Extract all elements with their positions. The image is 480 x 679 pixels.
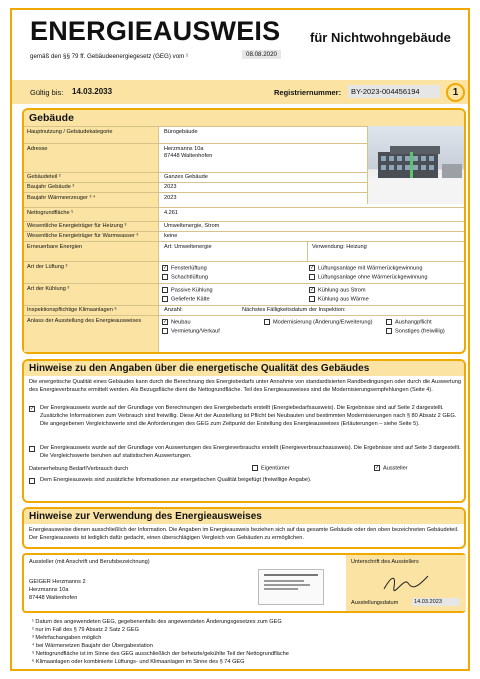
demand-text: Der Energieausweis wurde auf der Grundlage von Berechnungen des Energiebedarfs erstellt (Energiebedarfsausweis). Die Ergebnisse sind auf Seite 2 dargestellt. Zusätzliche Informationen zum Verbrauch sind freiwillig. Diese Art der Ausstellung ist Pflicht bei Neubauten und bestimmten Modernisierungen nach § 80 Absatz 2 GEG. Die angegebenen Vergleichswerte sind die Anforderungen des GEG zum Zeitpunkt der Erstellung des Energieausweises (Erläuterungen – siehe Seite 5). bbox=[40, 405, 457, 427]
option-label: Kühlung aus Strom bbox=[318, 287, 366, 294]
table-row bbox=[24, 241, 464, 261]
checkbox[interactable] bbox=[252, 465, 258, 471]
table-row bbox=[24, 207, 464, 221]
checkbox-checked[interactable]: ✓ bbox=[163, 265, 168, 271]
option-label: Lüftungsanlage mit Wärmerückgewinnung bbox=[318, 265, 423, 272]
signature-scribble bbox=[382, 573, 430, 593]
vent-option-no-recovery[interactable] bbox=[309, 274, 427, 280]
checkbox[interactable] bbox=[162, 287, 168, 293]
data-option-issuer[interactable] bbox=[374, 465, 408, 471]
checkbox[interactable] bbox=[264, 319, 270, 325]
option-label: Kühlung aus Wärme bbox=[318, 296, 369, 303]
row-label: Inspektionspflichtige Klimaanlagen ⁶ bbox=[24, 306, 159, 315]
row-label: Art der Lüftung ³ bbox=[24, 262, 159, 283]
option-label: Aussteller bbox=[383, 465, 408, 472]
renewable-type: Art: Umweltenergie bbox=[164, 244, 212, 250]
row-value: Ganzes Gebäude bbox=[164, 174, 208, 180]
registration-number: BY-2023-004456194 bbox=[348, 85, 440, 98]
row-label: Baujahr Gebäude ³ bbox=[24, 183, 159, 192]
row-label: Erneuerbare Energien bbox=[24, 242, 159, 261]
checkbox-checked[interactable]: ✓ bbox=[375, 465, 380, 471]
checkbox[interactable] bbox=[386, 319, 392, 325]
data-collection-label: Datenerhebung Bedarf/Verbrauch durch bbox=[29, 466, 129, 472]
extra-info-checkbox[interactable] bbox=[29, 478, 35, 484]
row-value: 2023 bbox=[164, 195, 177, 201]
issue-date-label: Ausstellungsdatum bbox=[351, 600, 399, 606]
vent-option-window[interactable] bbox=[162, 265, 207, 271]
option-label: Fensterlüftung bbox=[171, 265, 207, 272]
usage-hints-heading: Hinweise zur Verwendung des Energieausweises bbox=[24, 509, 464, 524]
vent-option-shaft[interactable] bbox=[162, 274, 208, 280]
issue-date: 14.03.2023 bbox=[412, 598, 460, 606]
option-label: Gelieferte Kälte bbox=[171, 296, 210, 303]
issuer-street: Herzmanns 10a bbox=[29, 587, 69, 593]
table-row bbox=[24, 261, 464, 283]
signature-box bbox=[346, 555, 466, 611]
row-value: keine bbox=[164, 233, 178, 239]
reason-option-rent[interactable] bbox=[162, 328, 220, 334]
header bbox=[12, 10, 468, 72]
reason-option-modernisation[interactable] bbox=[264, 319, 374, 325]
option-label: Modernisierung (Änderung/Erweiterung) bbox=[273, 319, 373, 326]
building-heading: Gebäude bbox=[24, 110, 464, 126]
issuer-section bbox=[22, 553, 466, 613]
document-title: ENERGIEAUSWEIS bbox=[30, 16, 281, 46]
table-row bbox=[24, 231, 464, 241]
checkbox[interactable] bbox=[162, 328, 168, 334]
footnote: ⁶ Klimaanlagen oder kombinierte Lüftungs- und Klimaanlagen im Sinne des § 74 GEG bbox=[32, 659, 245, 665]
document-subtitle: für Nichtwohngebäude bbox=[310, 30, 451, 45]
footnote: ³ Mehrfachangaben möglich bbox=[32, 635, 102, 641]
row-label: Wesentliche Energieträger für Heizung ³ bbox=[24, 222, 159, 231]
issuer-stamp bbox=[258, 569, 324, 605]
hints-intro: Die energetische Qualität eines Gebäudes kann durch die Berechnung des Energiebedarfs unter Annahme von standardisierten Randbedingungen oder durch die Auswertung des Energieverbrauchs ermittelt werden. Als Bezugsfläche dient die Nettogrundfläche. Teil des Energieausweises sind die Modernisierungsempfehlungen (Seite 4). bbox=[29, 379, 461, 393]
option-label: Passive Kühlung bbox=[171, 287, 213, 294]
footnote: ² nur im Fall des § 79 Absatz 2 Satz 2 GEG bbox=[32, 627, 139, 633]
checkbox-checked[interactable]: ✓ bbox=[163, 319, 168, 325]
row-label: Anlass der Ausstellung des Energieausweises bbox=[24, 316, 159, 352]
vent-option-recovery[interactable] bbox=[309, 265, 422, 271]
hints-section bbox=[22, 359, 466, 503]
reason-option-posting[interactable] bbox=[386, 319, 432, 325]
legal-basis: gemäß den §§ 79 ff. Gebäudeenergiegesetz (GEG) vom ¹ bbox=[30, 53, 189, 60]
valid-until-value: 14.03.2033 bbox=[72, 87, 113, 96]
row-value: Umweltenergie, Strom bbox=[164, 223, 220, 229]
table-row bbox=[24, 315, 464, 352]
footnote: ⁵ Nettogrundfläche ist im Sinne des GEG ausschließlich der beheizte/gekühlte Teil der Nettogrundfläche bbox=[32, 651, 289, 657]
row-label: Art der Kühlung ³ bbox=[24, 284, 159, 305]
page-number-badge: 1 bbox=[446, 83, 465, 102]
checkbox[interactable] bbox=[162, 274, 168, 280]
issuer-label: Aussteller (mit Anschrift und Berufsbezeichnung) bbox=[29, 559, 150, 565]
option-label: Lüftungsanlage ohne Wärmerückgewinnung bbox=[318, 274, 428, 281]
row-value: Bürogebäude bbox=[164, 129, 198, 135]
option-label: Vermietung/Verkauf bbox=[171, 328, 220, 335]
cool-option-heat[interactable] bbox=[309, 296, 369, 302]
registration-label: Registriernummer: bbox=[274, 88, 342, 97]
cool-option-electric[interactable] bbox=[309, 287, 366, 293]
usage-hints-text: Energieausweise dienen ausschließlich der Information. Die Angaben im Energieausweis beziehen sich auf das gesamte Gebäude oder den oben bezeichneten Gebäudeteil. Der Energieausweis ist lediglich dafür gedacht, einen überschlägigen Vergleich von Gebäuden zu ermöglichen. bbox=[29, 527, 459, 541]
table-row bbox=[24, 221, 464, 231]
row-label: Baujahr Wärmeerzeuger ³ ⁴ bbox=[24, 193, 159, 207]
row-label: Hauptnutzung / Gebäudekategorie bbox=[24, 127, 159, 143]
renewable-use: Verwendung: Heizung bbox=[312, 244, 367, 250]
option-label: Eigentümer bbox=[261, 465, 290, 472]
option-label: Aushangpflicht bbox=[395, 319, 432, 326]
divider bbox=[307, 242, 308, 262]
row-label: Gebäudeteil ² bbox=[24, 173, 159, 182]
checkbox[interactable] bbox=[309, 296, 315, 302]
address-line-1: Herzmanns 10a bbox=[164, 146, 204, 152]
issuer-name: GEIGER Herzmanns 2 bbox=[29, 579, 86, 585]
building-section bbox=[22, 108, 466, 354]
hints-heading: Hinweise zu den Angaben über die energetische Qualität des Gebäudes bbox=[24, 361, 464, 376]
building-photo-image bbox=[368, 126, 464, 204]
issuer-city: 87448 Waltenhofen bbox=[29, 595, 78, 601]
address-line-2: 87448 Waltenhofen bbox=[164, 153, 213, 159]
table-row bbox=[24, 283, 464, 305]
option-label: Schachtlüftung bbox=[171, 274, 209, 281]
extra-info-text: Dem Energieausweis sind zusätzliche Informationen zur energetischen Qualität beigefügt (freiwillige Angabe). bbox=[40, 477, 312, 483]
checkbox-checked[interactable]: ✓ bbox=[310, 265, 315, 271]
row-value: 4.261 bbox=[164, 210, 178, 216]
footnote: ¹ Datum des angewendeten GEG, gegebenenfalls des angewendeten Änderungsgesetzes zum GEG bbox=[32, 619, 282, 625]
cool-option-delivered[interactable] bbox=[162, 296, 210, 302]
data-option-owner[interactable] bbox=[252, 465, 290, 471]
demand-checkbox-checked[interactable]: ✓ bbox=[30, 406, 35, 412]
reason-option-new[interactable] bbox=[162, 319, 191, 325]
certificate-page bbox=[10, 8, 470, 671]
checkbox-checked[interactable]: ✓ bbox=[310, 287, 315, 293]
checkbox[interactable] bbox=[162, 296, 168, 302]
checkbox[interactable] bbox=[309, 274, 315, 280]
row-label: Nettogrundfläche ⁵ bbox=[24, 208, 159, 221]
validity-bar bbox=[12, 80, 468, 104]
checkbox[interactable] bbox=[386, 328, 392, 334]
option-label: Sonstiges (freiwillig) bbox=[395, 328, 445, 335]
row-label: Adresse bbox=[24, 144, 159, 172]
inspection-count: Anzahl: bbox=[164, 307, 183, 313]
option-label: Neubau bbox=[171, 319, 191, 326]
valid-until-label: Gültig bis: bbox=[30, 88, 64, 97]
footnotes bbox=[32, 618, 452, 666]
row-value: 2023 bbox=[164, 184, 177, 190]
footnote: ⁴ bei Wärmenetzen Baujahr der Übergabestation bbox=[32, 643, 153, 649]
cool-option-passive[interactable] bbox=[162, 287, 213, 293]
inspection-next-date: Nächstes Fälligkeitsdatum der Inspektion: bbox=[242, 307, 346, 313]
consumption-text: Der Energieausweis wurde auf der Grundlage von Auswertungen des Energieverbrauchs erstellt (Energieverbrauchsausweis). Die Ergebnisse sind auf Seite 3 dargestellt. Die Vergleichswerte beruhen auf statistischen Auswertungen. bbox=[40, 445, 461, 459]
law-date: 08.08.2020 bbox=[242, 50, 281, 59]
consumption-checkbox[interactable] bbox=[29, 446, 35, 452]
reason-option-other[interactable] bbox=[386, 328, 445, 334]
table-row bbox=[24, 305, 464, 315]
usage-hints-section bbox=[22, 507, 466, 549]
signature-label: Unterschrift des Ausstellers bbox=[351, 559, 419, 565]
building-photo bbox=[367, 126, 464, 204]
row-label: Wesentliche Energieträger für Warmwasser ³ bbox=[24, 232, 159, 241]
